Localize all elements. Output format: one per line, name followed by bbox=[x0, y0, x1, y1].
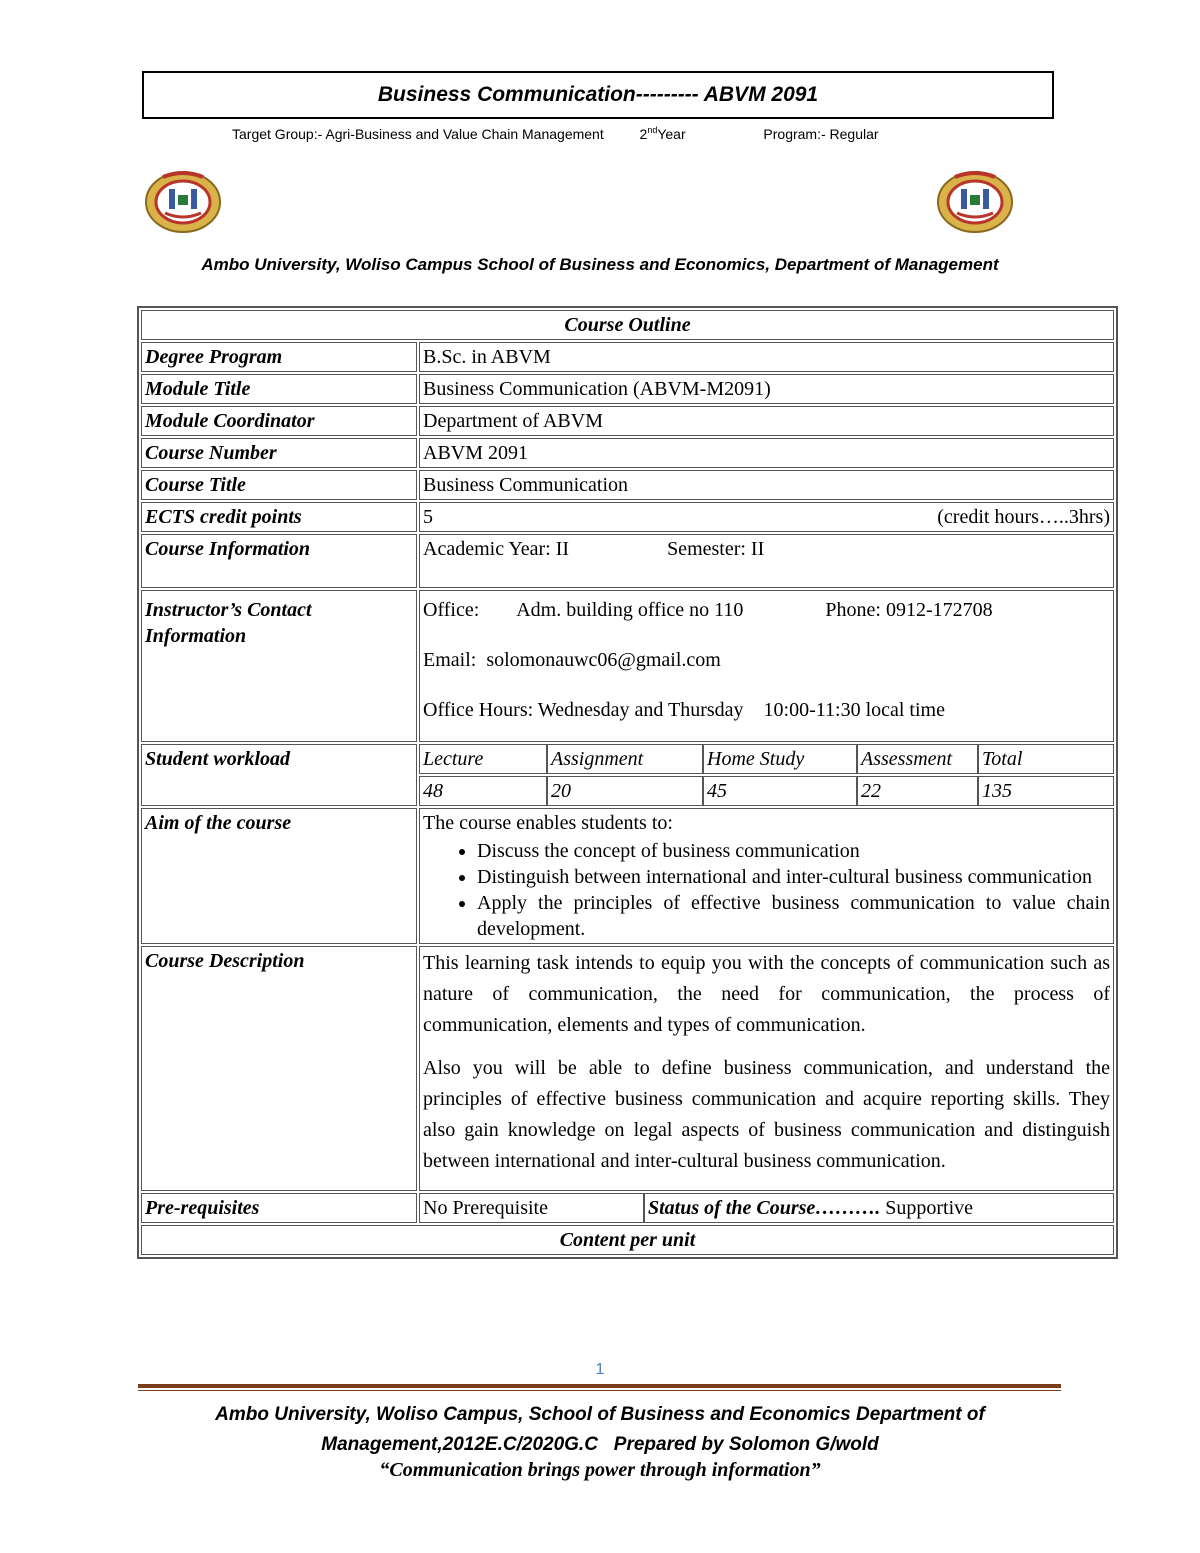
footer-quote: “Communication brings power through information” bbox=[379, 1459, 821, 1481]
workload-header-row bbox=[419, 744, 1114, 774]
workload-header: Assessment bbox=[857, 744, 978, 774]
ects-value: 5 bbox=[423, 506, 433, 528]
table-row bbox=[141, 1193, 1114, 1223]
row-value: B.Sc. in ABVM bbox=[419, 342, 1114, 372]
row-label: Instructor’s Contact Information bbox=[141, 590, 417, 742]
semester: Semester: II bbox=[667, 538, 765, 560]
table-row bbox=[141, 406, 1114, 436]
workload-value: 45 bbox=[703, 776, 857, 806]
workload-header: Assignment bbox=[547, 744, 703, 774]
email: Email: solomonauwc06@gmail.com bbox=[423, 649, 721, 671]
workload-header: Home Study bbox=[703, 744, 857, 774]
row-label: ECTS credit points bbox=[141, 502, 417, 532]
row-value: Business Communication (ABVM-M2091) bbox=[419, 374, 1114, 404]
office-hours: Office Hours: Wednesday and Thursday 10:00-11:30 local time bbox=[423, 699, 945, 721]
prereq-table bbox=[419, 1193, 1114, 1223]
row-label: Pre-requisites bbox=[141, 1193, 417, 1223]
page-number: 1 bbox=[595, 1361, 605, 1378]
table-row bbox=[141, 470, 1114, 500]
table-row bbox=[141, 310, 1114, 340]
description-paragraph: Also you will be able to define business communication, and understand the principles of effective business communication and acquire reporting skills. They also gain knowledge on legal aspects of business communication and distinguish between international and inter-cultural business communication. bbox=[423, 1057, 1110, 1172]
table-row bbox=[141, 1225, 1114, 1255]
aim-list bbox=[423, 838, 1110, 942]
table-row bbox=[141, 808, 1114, 944]
description-paragraph: This learning task intends to equip you with the concepts of communication such as nature of communication, the need for communication, the process of communication, elements and types of communication. bbox=[423, 952, 1110, 1036]
row-value bbox=[419, 502, 1114, 532]
table-row bbox=[141, 534, 1114, 588]
credit-hours: (credit hours…..3hrs) bbox=[937, 506, 1110, 528]
academic-year: Academic Year: II bbox=[423, 538, 570, 560]
target-group-line bbox=[232, 125, 879, 142]
outline-heading: Course Outline bbox=[141, 310, 1114, 340]
row-value bbox=[419, 946, 1114, 1191]
row-label: Module Coordinator bbox=[141, 406, 417, 436]
row-label: Degree Program bbox=[141, 342, 417, 372]
table-row bbox=[141, 374, 1114, 404]
list-item: • Apply the principles of effective business communication to value chain development. bbox=[477, 890, 1110, 942]
table-row bbox=[141, 502, 1114, 532]
workload-value: 22 bbox=[857, 776, 978, 806]
workload-value-row bbox=[419, 776, 1114, 806]
university-logo-left bbox=[143, 167, 223, 233]
table-row bbox=[141, 342, 1114, 372]
workload-cell bbox=[419, 744, 1114, 806]
row-value bbox=[419, 534, 1114, 588]
workload-value: 20 bbox=[547, 776, 703, 806]
program: Program:- Regular bbox=[763, 125, 879, 142]
row-value bbox=[419, 808, 1114, 944]
course-status: Status of the Course………. Supportive bbox=[644, 1193, 1114, 1223]
row-value: ABVM 2091 bbox=[419, 438, 1114, 468]
row-value: Business Communication bbox=[419, 470, 1114, 500]
workload-header: Total bbox=[978, 744, 1114, 774]
row-value bbox=[419, 590, 1114, 742]
table-row bbox=[141, 744, 1114, 806]
prereq-cell bbox=[419, 1193, 1114, 1223]
content-heading: Content per unit bbox=[141, 1225, 1114, 1255]
footer-divider-thin bbox=[138, 1390, 1061, 1391]
workload-table bbox=[419, 744, 1114, 806]
phone: Phone: 0912-172708 bbox=[825, 599, 993, 621]
row-label: Aim of the course bbox=[141, 808, 417, 944]
workload-value: 135 bbox=[978, 776, 1114, 806]
footer-text: Ambo University, Woliso Campus, School of Business and Economics Department of Management,2012E.C/2020G.C Prepared by Solomon G/wold bbox=[215, 1404, 985, 1455]
institution-line: Ambo University, Woliso Campus School of Business and Economics, Department of Management bbox=[201, 255, 999, 274]
course-outline-table bbox=[137, 306, 1118, 1259]
aim-intro: The course enables students to: bbox=[423, 812, 673, 834]
office-location: Adm. building office no 110 bbox=[516, 599, 744, 621]
university-logo-right bbox=[935, 167, 1015, 233]
row-label: Module Title bbox=[141, 374, 417, 404]
row-label: Course Title bbox=[141, 470, 417, 500]
row-label: Course Description bbox=[141, 946, 417, 1191]
table-row bbox=[141, 590, 1114, 742]
row-label: Course Information bbox=[141, 534, 417, 588]
target-group: Target Group:- Agri-Business and Value Chain Management bbox=[232, 125, 604, 142]
row-label: Course Number bbox=[141, 438, 417, 468]
row-label: Student workload bbox=[141, 744, 417, 806]
year-info: 2ndYear bbox=[639, 125, 686, 142]
footer-divider bbox=[138, 1384, 1061, 1388]
prereq-value: No Prerequisite bbox=[419, 1193, 644, 1223]
workload-value: 48 bbox=[419, 776, 547, 806]
list-item: • Distinguish between international and inter-cultural business communication bbox=[477, 864, 1110, 890]
table-row bbox=[141, 946, 1114, 1191]
workload-header: Lecture bbox=[419, 744, 547, 774]
list-item: • Discuss the concept of business communication bbox=[477, 838, 1110, 864]
row-value: Department of ABVM bbox=[419, 406, 1114, 436]
document-title: Business Communication--------- ABVM 2091 bbox=[142, 71, 1054, 119]
table-row bbox=[141, 438, 1114, 468]
office-line: Office: Adm. building office no 110 Phone: 0912-172708 bbox=[423, 599, 993, 621]
